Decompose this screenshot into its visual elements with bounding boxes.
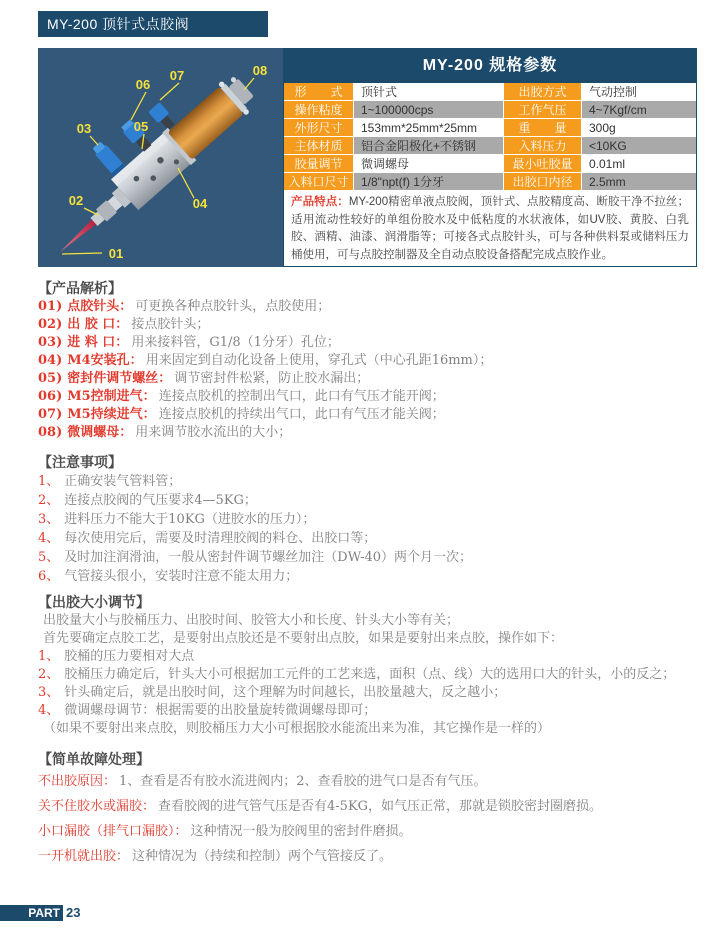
product-image — [38, 48, 283, 267]
spec-value: 1~100000cps — [354, 101, 504, 119]
fault-item: 关不住胶水或漏胶： 查看胶阀的进气管气压是否有4-5KG，如气压正常，那就是锁胶密封圈磨损。 — [38, 799, 603, 814]
spec-label: 外形尺寸 — [284, 119, 354, 137]
section-title: 【简单故障处理】 — [38, 751, 150, 767]
spec-row — [284, 137, 696, 155]
section-product-analysis — [38, 279, 696, 442]
analysis-item: 07) M5持续进气： 连接点胶机的持续出气口，此口有气压才能关阀； — [38, 407, 445, 422]
note-item: 4、 每次使用完后，需要及时清理胶阀的料仓、出胶口等； — [38, 531, 377, 546]
note-item: 2、 连接点胶阀的气压要求4—5KG； — [38, 493, 257, 508]
spec-label: 操作粘度 — [284, 101, 354, 119]
section-title: 【产品解析】 — [38, 280, 122, 296]
spec-value: 300g — [582, 119, 696, 137]
spec-label: 主体材质 — [284, 137, 354, 155]
adjust-line: 4、 微调螺母调节：根据需要的出胶量旋转微调螺母即可； — [38, 703, 377, 718]
callout-02: 02 — [68, 193, 84, 208]
spec-row — [284, 83, 696, 101]
section-title: 【注意事项】 — [38, 454, 122, 470]
spec-value: 气动控制 — [582, 83, 696, 101]
section-troubleshooting — [38, 750, 696, 869]
analysis-item: 06) M5控制进气： 连接点胶机的控制出气口，此口有气压才能开阀； — [38, 389, 445, 404]
spec-row — [284, 101, 696, 119]
note-item: 1、 正确安装气管料管； — [38, 474, 182, 489]
footer-page-number: 23 — [66, 905, 81, 920]
spec-label: 出胶口内径 — [504, 173, 582, 191]
spec-value: 顶针式 — [354, 83, 504, 101]
spec-label: 出胶方式 — [504, 83, 582, 101]
needle-tip — [58, 218, 98, 254]
adjust-line: 出胶量大小与胶桶压力、出胶时间、胶管大小和长度、针头大小等有关； — [43, 613, 460, 628]
section-notes — [38, 453, 696, 586]
spec-label: 最小吐胶量 — [504, 155, 582, 173]
analysis-item: 04) M4安装孔： 用来固定到自动化设备上使用，穿孔式（中心孔距16mm）； — [38, 353, 493, 368]
dispensing-valve-illustration — [38, 48, 283, 267]
spec-label: 入料压力 — [504, 137, 582, 155]
spec-panel — [283, 48, 697, 267]
spec-label: 入料口尺寸 — [284, 173, 354, 191]
spec-row — [284, 173, 696, 191]
fault-item: 不出胶原因： 1、查看是否有胶水流进阀内；2、查看胶的进气口是否有气压。 — [38, 774, 487, 789]
fault-item: 一开机就出胶： 这种情况为（持续和控制）两个气管接反了。 — [38, 849, 393, 864]
callout-04: 04 — [192, 196, 208, 211]
callout-01: 01 — [108, 246, 124, 261]
spec-value: 153mm*25mm*25mm — [354, 119, 504, 137]
fault-item: 小口漏胶（排气口漏胶）： 这种情况一般为胶阀里的密封件磨损。 — [38, 824, 412, 839]
section-title: 【出胶大小调节】 — [38, 594, 150, 610]
top-block — [38, 48, 697, 267]
spec-value: 铝合金阳极化+不锈钢 — [354, 137, 504, 155]
spec-label: 形 式 — [284, 83, 354, 101]
spec-table-title: MY-200 规格参数 — [284, 49, 696, 83]
footer-part-label: PART — [0, 905, 63, 921]
analysis-item: 02) 出 胶 口： 接点胶针头； — [38, 317, 210, 332]
spec-value: <10KG — [582, 137, 696, 155]
features-text: MY-200精密单液点胶阀，顶针式、点胶精度高、断胶干净不拉丝；适用流动性较好的单组份胶水及中低粘度的水状液体，如UV胶、黄胶、白乳胶、酒精、油漆、润滑脂等；可接各式点胶针头，可与各种供料泵或储料压力桶使用，可与点胶控制器及全自动点胶设备搭配完成点胶作业。 — [291, 196, 689, 261]
spec-row — [284, 155, 696, 173]
callout-07: 07 — [169, 68, 185, 83]
analysis-item: 03) 进 料 口： 用来接料管，G1/8（1分牙）孔位； — [38, 335, 340, 350]
note-item: 5、 及时加注润滑油，一般从密封件调节螺丝加注（DW-40）两个月一次； — [38, 550, 473, 565]
analysis-item: 01) 点胶针头： 可更换各种点胶针头，点胶使用； — [38, 299, 331, 314]
note-item: 3、 进料压力不能大于10KG（进胶水的压力）； — [38, 512, 316, 527]
spec-label: 工作气压 — [504, 101, 582, 119]
spec-value: 4~7Kgf/cm — [582, 101, 696, 119]
page-title: MY-200 顶针式点胶阀 — [38, 11, 268, 37]
note-item: 6、 气管接头很小，安装时注意不能太用力； — [38, 569, 299, 584]
spec-value: 1/8"npt(f) 1分牙 — [354, 173, 504, 191]
spec-value: 微调螺母 — [354, 155, 504, 173]
spec-label: 重 量 — [504, 119, 582, 137]
callout-06: 06 — [135, 77, 151, 92]
callout-03: 03 — [76, 121, 92, 136]
adjust-line: 2、 胶桶压力确定后，针头大小可根据加工元件的工艺来选，面积（点、线）大的选用口大的针头，小的反之； — [38, 667, 676, 682]
callout-08: 08 — [252, 63, 268, 78]
sections — [38, 279, 696, 869]
section-flow-adjust — [38, 593, 696, 738]
analysis-item: 08) 微调螺母： 用来调节胶水流出的大小； — [38, 425, 292, 440]
adjust-line: 3、 针头确定后，就是出胶时间，这个理解为时间越长，出胶量越大，反之越小； — [38, 685, 507, 700]
product-features — [284, 191, 696, 266]
adjust-line: 首先要确定点胶工艺，是要射出点胶还是不要射出点胶，如果是要射出来点胶，操作如下： — [43, 631, 564, 646]
adjust-line: （如果不要射出来点胶，则胶桶压力大小可根据胶水能流出来为准，其它操作是一样的） — [43, 721, 551, 736]
spec-value: 0.01ml — [582, 155, 696, 173]
features-label: 产品特点： — [291, 196, 349, 208]
spec-value: 2.5mm — [582, 173, 696, 191]
analysis-item: 05) 密封件调节螺丝： 调节密封件松紧，防止胶水漏出； — [38, 371, 370, 386]
spec-row — [284, 119, 696, 137]
callout-05: 05 — [133, 119, 149, 134]
adjust-line: 1、 胶桶的压力要相对大点 — [38, 649, 195, 664]
spec-label: 胶量调节 — [284, 155, 354, 173]
